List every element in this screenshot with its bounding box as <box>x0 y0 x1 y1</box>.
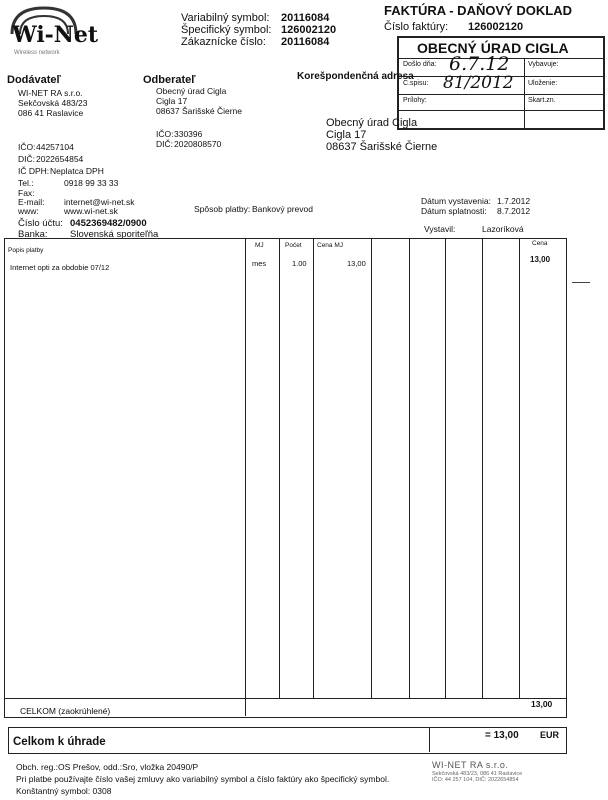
customer-street: Cigla 17 <box>156 96 188 106</box>
supplier-www-label: www: <box>18 206 39 216</box>
stamp-received-label: Došlo dňa: <box>403 61 437 68</box>
supplier-account: 0452369482/0900 <box>70 218 147 229</box>
col-header-unit: MJ <box>255 242 264 249</box>
row-unit: mes <box>252 259 267 268</box>
row-description: Internet opti za obdobie 07/12 <box>10 263 110 272</box>
logo-tagline: Wireless network <box>14 50 60 56</box>
invoice-number-label: Číslo faktúry: <box>384 21 449 33</box>
company-logo <box>6 4 99 62</box>
company-stamp-name: WI-NET RA s.r.o. <box>432 760 509 770</box>
customer-heading: Odberateľ <box>143 74 196 86</box>
supplier-bank-label: Banka: <box>18 229 48 240</box>
customer-city: 08637 Šarišské Čierne <box>156 106 242 116</box>
supplier-heading: Dodávateľ <box>7 74 61 86</box>
stamp-stored-label: Uloženie: <box>528 80 558 87</box>
supplier-ico: 44257104 <box>36 142 74 152</box>
stamp-title: OBECNÝ ÚRAD CIGLA <box>417 40 569 56</box>
payment-method-label: Spôsob platby: <box>194 204 251 214</box>
customer-name: Obecný úrad Cigla <box>156 86 227 96</box>
col-header-quantity: Počet <box>285 242 302 249</box>
supplier-street: Sekčovská 483/23 <box>18 98 88 108</box>
total-due-box <box>8 727 567 754</box>
total-due-currency: EUR <box>540 730 560 740</box>
table-total-label: CELKOM (zaokrúhlené) <box>20 706 111 716</box>
supplier-tel: 0918 99 33 33 <box>64 178 119 188</box>
company-stamp-ids: IČO: 44 257 104, DIČ: 2022654854 <box>432 777 519 783</box>
company-stamp <box>432 760 522 783</box>
invoice-title: FAKTÚRA - DAŇOVÝ DOKLAD <box>384 3 573 18</box>
footer-constant-symbol: Konštantný symbol: 0308 <box>16 786 112 796</box>
issuer-label: Vystavil: <box>424 224 456 234</box>
stamp-received-date: 6.7.12 <box>449 53 510 75</box>
correspondence-city: 08637 Šarišské Čierne <box>326 141 438 153</box>
supplier-name: WI-NET RA s.r.o. <box>18 88 83 98</box>
customer-dic-label: DIČ: <box>156 139 173 149</box>
footer-payment-note: Pri platbe používajte číslo vašej zmluvy ako variabilný symbol a číslo faktúry ako špecifický symbol. <box>16 774 390 784</box>
supplier-icdph-label: IČ DPH: <box>18 166 50 176</box>
col-header-unit-price: Cena MJ <box>317 242 344 249</box>
stamp-attachments-label: Prílohy: <box>403 97 427 104</box>
customer-ico: 330396 <box>174 129 203 139</box>
stamp-record-label: C.spisu: <box>403 80 429 87</box>
col-header-description: Popis platby <box>8 247 44 254</box>
due-date: 8.7.2012 <box>497 206 531 216</box>
supplier-email-label: E-mail: <box>18 197 45 207</box>
correspondence-street: Cigla 17 <box>326 129 367 141</box>
row-quantity: 1.00 <box>292 259 307 268</box>
total-due-amount: = 13,00 <box>485 730 519 741</box>
supplier-icdph: Neplatca DPH <box>50 166 104 176</box>
payment-method: Bankový prevod <box>252 204 313 214</box>
issue-date: 1.7.2012 <box>497 196 531 206</box>
supplier-bank: Slovenská sporiteľňa <box>70 229 159 240</box>
margin-mark <box>572 282 590 283</box>
table-total: 13,00 <box>531 699 553 709</box>
row-price: 13,00 <box>530 255 551 264</box>
supplier-ico-label: IČO: <box>18 142 36 152</box>
supplier-email: internet@wi-net.sk <box>64 197 135 207</box>
supplier-city: 086 41 Raslavice <box>18 108 84 118</box>
correspondence-name: Obecný úrad Cigla <box>326 117 418 129</box>
supplier-fax-label: Fax: <box>18 188 35 198</box>
footer-registration: Obch. reg.:OS Prešov, odd.:Sro, vložka 20490/P <box>16 762 199 772</box>
company-stamp-address: Sekčovská 483/23, 086 41 Raslavice <box>432 771 523 777</box>
variable-symbol-label: Variabilný symbol: <box>181 12 270 24</box>
stamp-record-number: 81/2012 <box>443 73 514 93</box>
issue-date-label: Dátum vystavenia: <box>421 196 491 206</box>
supplier-tel-label: Tel.: <box>18 178 34 188</box>
customer-ico-label: IČO: <box>156 129 174 139</box>
customer-dic: 2020808570 <box>174 139 222 149</box>
supplier-account-label: Číslo účtu: <box>18 218 63 229</box>
stamp-handled-label: Vybavuje: <box>528 61 559 68</box>
total-due-label: Celkom k úhrade <box>13 736 106 748</box>
correspondence-heading: Korešpondenčná adresa <box>297 71 414 82</box>
specific-symbol-label: Špecifický symbol: <box>181 24 272 36</box>
invoice-number: 126002120 <box>468 21 524 33</box>
customer-number: 20116084 <box>281 36 330 48</box>
supplier-dic: 2022654854 <box>36 154 84 164</box>
supplier-dic-label: DIČ: <box>18 154 35 164</box>
due-date-label: Dátum splatnosti: <box>421 206 487 216</box>
supplier-www: www.wi-net.sk <box>64 206 118 216</box>
logo-text: Wi-Net <box>12 22 99 48</box>
issuer: Lazoríková <box>482 224 524 234</box>
stamp-sheets-label: Skart.zn. <box>528 97 556 104</box>
col-header-price: Cena <box>532 240 548 247</box>
row-unit-price: 13,00 <box>347 259 366 268</box>
specific-symbol: 126002120 <box>281 24 337 36</box>
customer-number-label: Zákaznícke číslo: <box>181 36 266 48</box>
received-stamp <box>397 36 605 130</box>
variable-symbol: 20116084 <box>281 12 330 24</box>
